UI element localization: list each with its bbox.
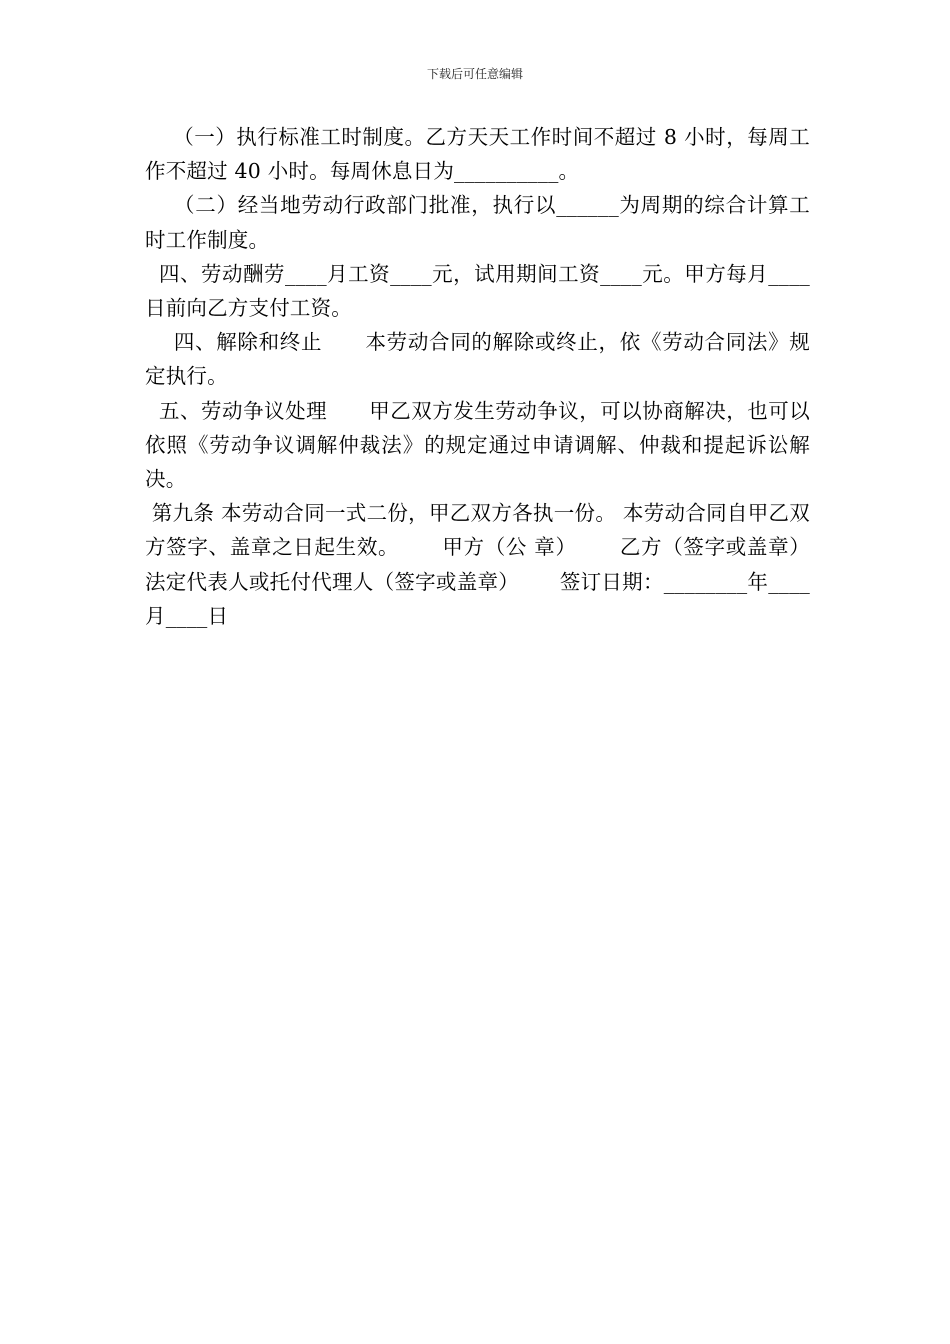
paragraph-remuneration: 四、劳动酬劳____月工资____元，试用期间工资____元。甲方每月____日前向乙方支付工资。 [145, 261, 810, 321]
paragraph-comprehensive-hours: （二）经当地劳动行政部门批准，执行以______为周期的综合计算工时工作制度。 [145, 193, 810, 252]
page-header: 下载后可任意编辑 [426, 67, 523, 81]
paragraph-termination: 四、解除和终止 本劳动合同的解除或终止，依《劳动合同法》规定执行。 [145, 330, 810, 389]
paragraph-article-nine-signatures: 第九条 本劳动合同一式二份，甲乙双方各执一份。 本劳动合同自甲乙双方签字、盖章之日起生效。 甲方（公 章） 乙方（签字或盖章） 法定代表人或托付代理人（签字或盖章） 签订日期：________年____月____日 [145, 501, 851, 628]
paragraph-standard-hours: （一）执行标准工时制度。乙方天天工作时间不超过 8 小时，每周工作不超过 40 小时。每周休息日为__________。 [145, 125, 810, 184]
paragraph-dispute: 五、劳动争议处理 甲乙双方发生劳动争议，可以协商解决，也可以依照《劳动争议调解仲裁法》的规定通过申请调解、仲裁和提起诉讼解决。 [145, 398, 810, 492]
document-body [145, 120, 851, 633]
